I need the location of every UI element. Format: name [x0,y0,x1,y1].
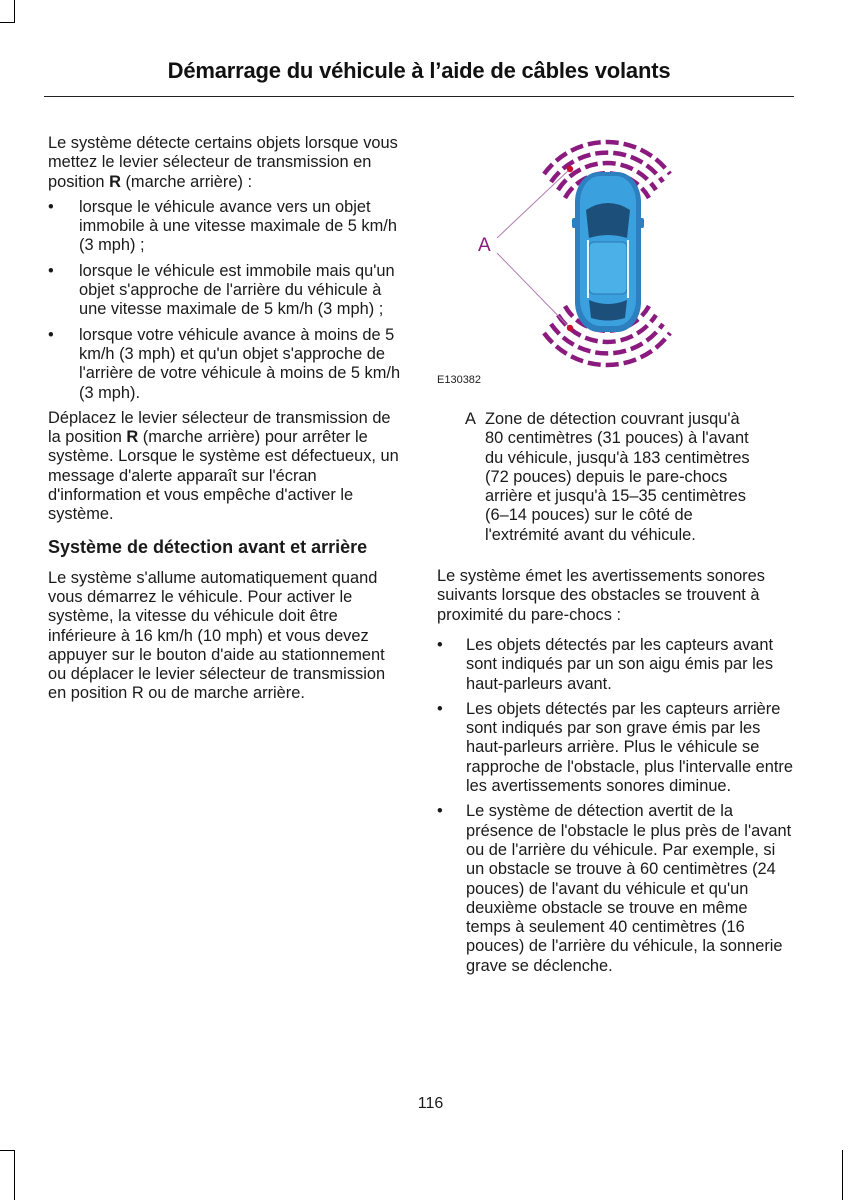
crop-mark-bottom-left [14,1150,15,1200]
list-item: • lorsque le véhicule est immobile mais qu'un objet s'approche de l'arrière du véhicule à une vitesse maximale de 5 km/h (3 mph) ; [48,261,395,319]
parking-sensor-diagram [437,120,793,390]
bullet-icon: • [48,325,54,344]
legend-key: A [465,410,476,428]
condition-list [48,198,404,403]
section-heading: Système de détection avant et arrière [48,536,368,557]
left-column [48,134,404,704]
list-item: • Les objets détectés par les capteurs avant sont indiqués par un son aigu émis par les haut-parleurs avant. [437,635,774,693]
crop-mark-bottom-left-h [0,1150,15,1151]
bullet-icon: • [437,635,443,654]
intro-paragraph: Le système détecte certains objets lorsque vous mettez le levier sélecteur de transmission en position R (marche arrière) : [48,134,398,191]
page-title: Démarrage du véhicule à l’aide de câbles volants [167,58,671,83]
car-top-view [572,172,644,332]
crop-mark-top-left-h [0,22,15,23]
bullet-icon: • [48,197,54,216]
list-item: • lorsque le véhicule avance vers un objet immobile à une vitesse maximale de 5 km/h (3 mph) ; [48,197,397,255]
legend-text: Zone de détection couvrant jusqu'à 80 centimètres (31 pouces) à l'avant du véhicule, jusqu'à 183 centimètres (72 pouces) depuis le pare-chocs arrière et jusqu'à 15–35 centimètres (6–14 pouces) sur le côté de l'extrémité avant du véhicule. [485,410,750,544]
warnings-intro: Le système émet les avertissements sonores suivants lorsque des obstacles se trouvent à proximité du pare-chocs : [437,567,765,624]
figure-code: E130382 [437,374,482,386]
list-item: • Le système de détection avertit de la présence de l'obstacle le plus près de l'avant ou de l'arrière du véhicule. Par exemple, si un obstacle se trouve à 60 centimètres (24 pouces) de l'avant du véhicule et qu'un deuxième obstacle se trouve en même temps à seulement 40 centimètres (16 pouces) de l'arrière du véhicule, la sonnerie grave se déclenche. [437,802,792,975]
bullet-icon: • [437,699,443,718]
page-number: 116 [417,1095,444,1112]
bullet-icon: • [48,261,54,280]
title-divider [44,96,794,97]
right-column [437,410,793,982]
warnings-list [437,636,793,976]
list-item: • lorsque votre véhicule avance à moins de 5 km/h (3 mph) et qu'un objet s'approche de l'arrière de votre véhicule à moins de 5 km/h (3 mph). [48,325,401,402]
detection-zone-lines [497,169,570,328]
crop-mark-top-left [14,0,15,22]
gear-r: R [126,428,139,447]
legend-row [437,410,793,545]
bullet-icon: • [437,802,443,821]
figure-label-a: A [478,235,491,256]
section-body: Le système s'allume automatiquement quand vous démarrez le véhicule. Pour activer le système, la vitesse du véhicule doit être inférieure à 16 km/h (10 mph) et vous devez appuyer sur le bouton d'aide au stationnement ou déplacer le levier sélecteur de transmission en position R ou de marche arrière. [48,568,386,703]
gear-r: R [109,172,121,191]
crop-mark-bottom-right [842,1150,843,1200]
deactivate-paragraph: Déplacez le levier sélecteur de transmission de la position R (marche arrière) pour arrêter le système. Lorsque le système est défectueux, un message d'alerte apparaît sur l'écran d'information et vous empêche d'activer le système. [48,408,399,524]
list-item: • Les objets détectés par les capteurs arrière sont indiqués par son grave émis par les haut-parleurs arrière. Plus le véhicule se rapproche de l'obstacle, plus l'intervalle entre les avertissements sonores diminue. [437,699,793,796]
